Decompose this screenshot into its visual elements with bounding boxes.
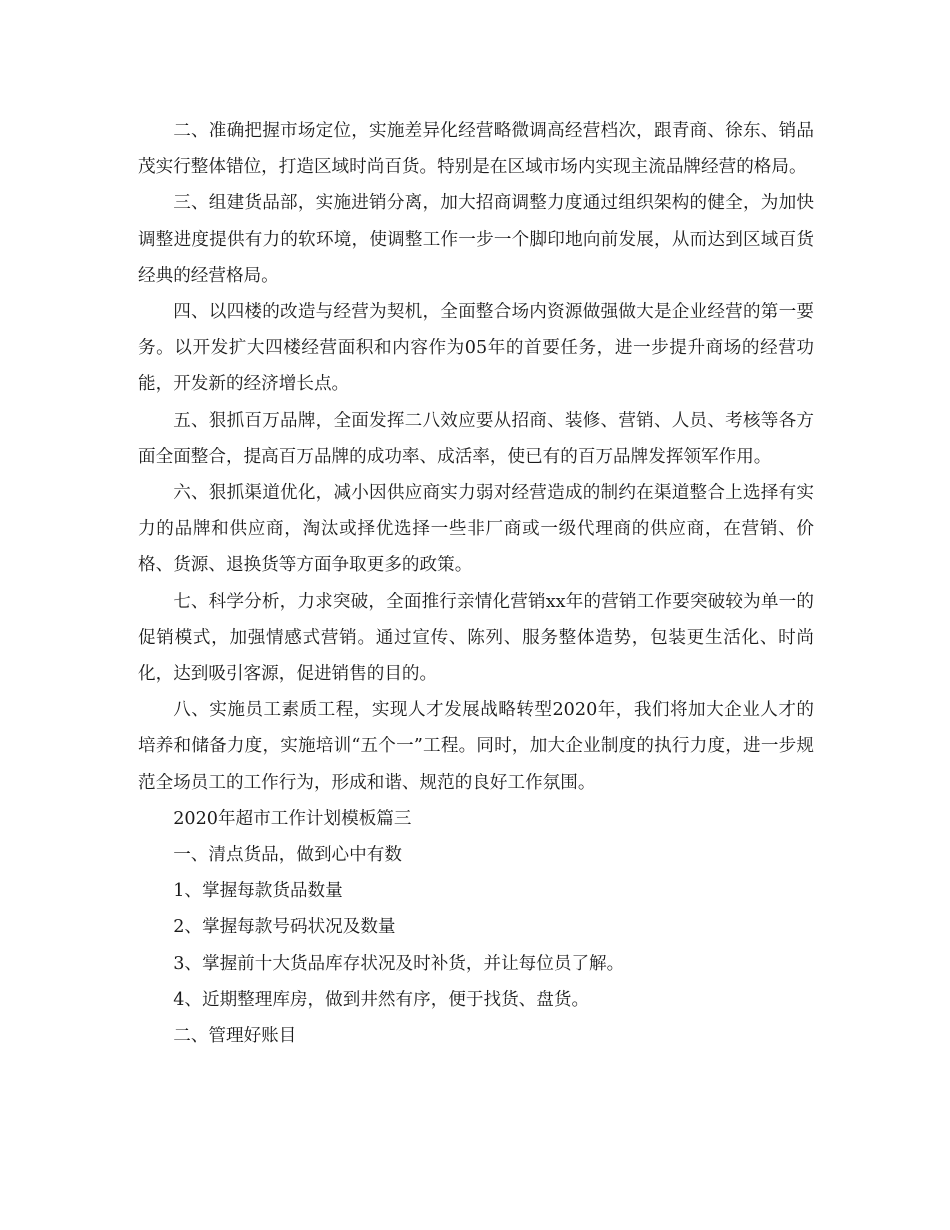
list-item: 4、近期整理库房，做到井然有序，便于找货、盘货。 <box>173 989 590 1010</box>
list-item: 3、掌握前十大货品库存状况及时补货，并让每位员了解。 <box>173 953 625 974</box>
list-item: 2、掌握每款号码状况及数量 <box>173 917 396 938</box>
document-body <box>138 113 814 1054</box>
list-item-heading-2: 二、管理好账目 <box>173 1026 297 1047</box>
paragraph-6: 六、狠抓渠道优化，减小因供应商实力弱对经营造成的制约在渠道整合上选择有实力的品牌和供应商，淘汰或择优选择一些非厂商或一级代理商的供应商，在营销、价格、货源、退换货等方面争取更多的政策。 <box>138 483 814 576</box>
list-item-heading-1: 一、清点货品，做到心中有数 <box>173 845 402 866</box>
paragraph-3: 三、组建货品部，实施进销分离，加大招商调整力度通过组织架构的健全，为加快调整进度提供有力的软环境，使调整工作一步一个脚印地向前发展，从而达到区域百货经典的经营格局。 <box>138 193 814 286</box>
paragraph-8: 八、实施员工素质工程，实现人才发展战略转型2020年，我们将加大企业人才的培养和储备力度，实施培训“五个一”工程。同时，加大企业制度的执行力度，进一步规范全场员工的工作行为，形成和谐、规范的良好工作氛围。 <box>138 700 814 793</box>
section-heading: 2020年超市工作计划模板篇三 <box>173 808 412 829</box>
paragraph-7: 七、科学分析，力求突破，全面推行亲情化营销xx年的营销工作要突破较为单一的促销模式，加强情感式营销。通过宣传、陈列、服务整体造势，包装更生活化、时尚化，达到吸引客源，促进销售的目的。 <box>138 591 814 685</box>
paragraph-4: 四、以四楼的改造与经营为契机，全面整合场内资源做强做大是企业经营的第一要务。以开发扩大四楼经营面积和内容作为05年的首要任务，进一步提升商场的经营功能，开发新的经济增长点。 <box>138 302 814 395</box>
paragraph-2: 二、准确把握市场定位，实施差异化经营略微调高经营档次，跟青商、徐东、销品茂实行整体错位，打造区域时尚百货。特别是在区域市场内实现主流品牌经营的格局。 <box>138 121 814 178</box>
list-item: 1、掌握每款货品数量 <box>173 881 343 902</box>
paragraph-5: 五、狠抓百万品牌，全面发挥二八效应要从招商、装修、营销、人员、考核等各方面全面整合，提高百万品牌的成功率、成活率，使已有的百万品牌发挥领军作用。 <box>138 410 814 467</box>
